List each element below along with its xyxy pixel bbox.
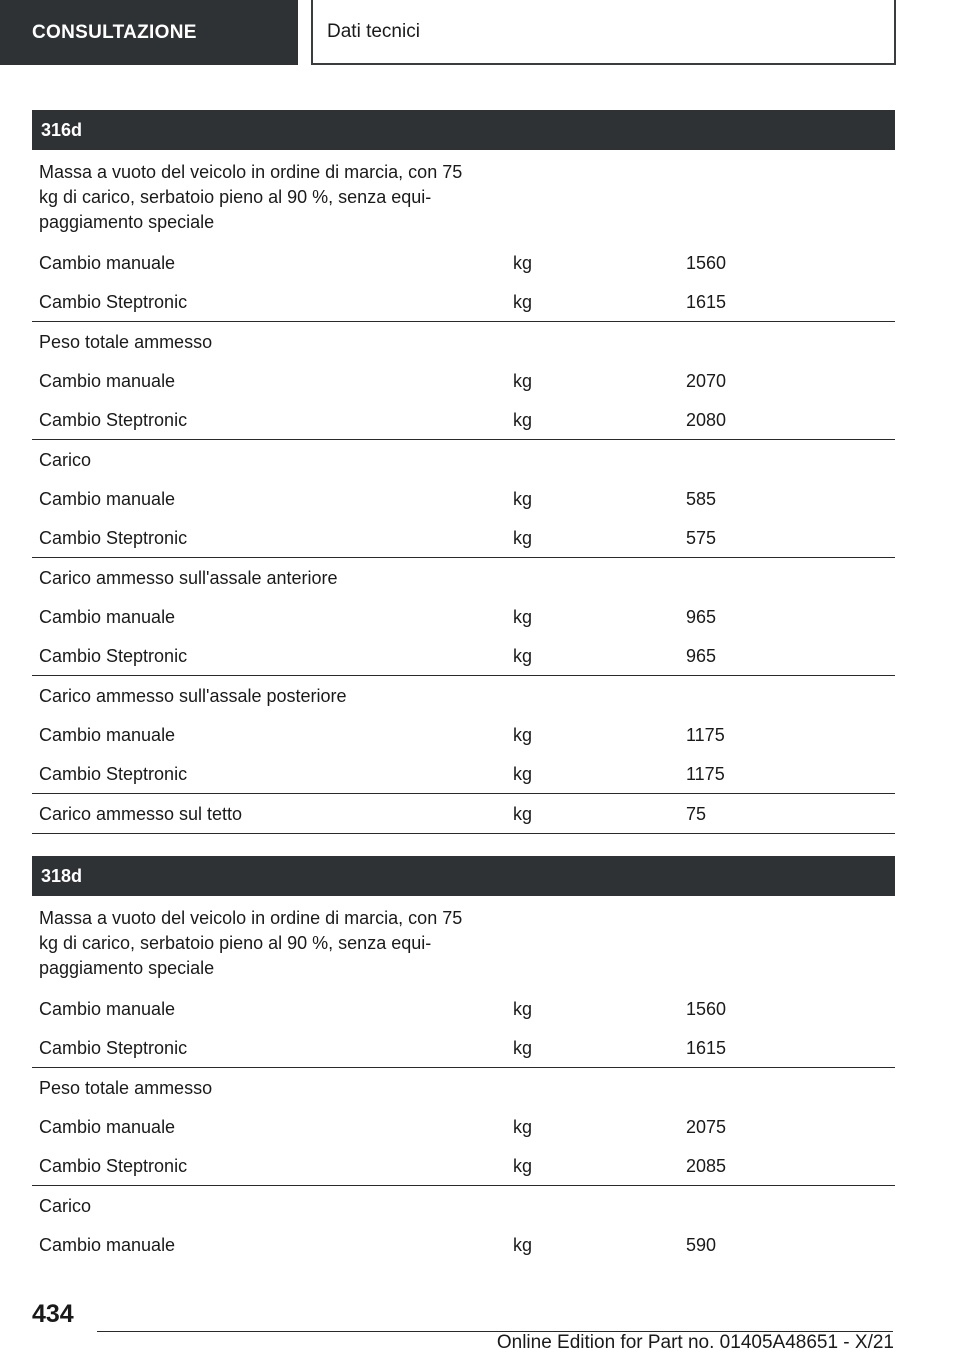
table-row: Cambio manuale kg 2070: [39, 371, 727, 391]
table-row: Cambio Steptronic kg 575: [39, 528, 717, 548]
edition-note: Online Edition for Part no. 01405A48651 - X/21: [496, 1332, 894, 1353]
spec-group-load: [32, 1186, 895, 1264]
table-row: Cambio Steptronic kg 1615: [39, 292, 727, 312]
group-title: Carico: [39, 1196, 92, 1216]
group-title: Peso totale ammesso: [39, 1078, 213, 1098]
table-row: Cambio manuale kg 2075: [39, 1117, 727, 1137]
group-title: Massa a vuoto del veicolo in ordine di marcia, con 75 kg di carico, serbatoio pieno al 90 %, senza equi-paggiamento speciale: [39, 908, 463, 978]
spec-group-roof-load: [32, 794, 895, 834]
table-row: Cambio manuale kg 1560: [39, 999, 727, 1019]
spec-table-318d: [32, 856, 895, 1264]
table-row: Cambio Steptronic kg 965: [39, 646, 717, 666]
group-title: Carico ammesso sull'assale anteriore: [39, 568, 338, 588]
model-heading: 318d: [32, 856, 895, 896]
spec-group-gross-weight: [32, 1068, 895, 1186]
model-heading: 316d: [32, 110, 895, 150]
group-title: Peso totale ammesso: [39, 332, 213, 352]
table-row: Cambio Steptronic kg 1175: [39, 764, 725, 784]
spec-group-load: [32, 440, 895, 558]
table-row: Cambio Steptronic kg 2085: [39, 1156, 727, 1176]
chapter-title: Dati tecnici: [311, 0, 896, 65]
table-row: Cambio manuale kg 590: [39, 1235, 717, 1255]
table-row: Cambio manuale kg 965: [39, 607, 717, 627]
table-row: Cambio manuale kg 1175: [39, 725, 725, 745]
group-title: Carico ammesso sull'assale posteriore: [39, 686, 347, 706]
spec-group-gross-weight: [32, 322, 895, 440]
table-row: Cambio Steptronic kg 2080: [39, 410, 727, 430]
section-label: CONSULTAZIONE: [0, 0, 298, 65]
table-row: Carico ammesso sul tetto kg 75: [39, 804, 707, 824]
page-number: 434: [32, 1300, 74, 1328]
table-row: Cambio manuale kg 585: [39, 489, 717, 509]
spec-table-316d: [32, 110, 895, 834]
table-row: Cambio Steptronic kg 1615: [39, 1038, 727, 1058]
spec-group-empty-weight: [32, 896, 895, 1068]
spec-group-rear-axle: [32, 676, 895, 794]
spec-group-front-axle: [32, 558, 895, 676]
group-title: Massa a vuoto del veicolo in ordine di marcia, con 75 kg di carico, serbatoio pieno al 90 %, senza equi-paggiamento speciale: [39, 162, 463, 232]
group-title: Carico: [39, 450, 92, 470]
spec-group-empty-weight: [32, 150, 895, 322]
table-row: Cambio manuale kg 1560: [39, 253, 727, 273]
